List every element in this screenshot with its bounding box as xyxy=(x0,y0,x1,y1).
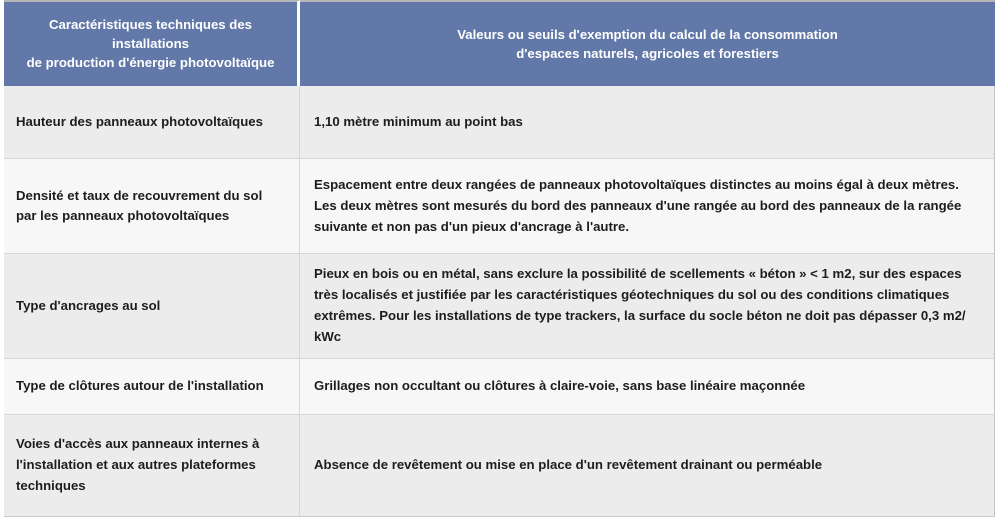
table-row xyxy=(4,254,995,358)
column-header-characteristics-line2: de production d'énergie photovoltaïque xyxy=(26,55,275,71)
cell-value: Pieux en bois ou en métal, sans exclure la possibilité de scellements « béton » < 1 m2, sur des espaces très localisés et justifiée par les caractéristiques géotechniques du sol ou des conditions climatiques extrêmes. Pour les installations de type trackers, la surface du socle béton ne doit pas dépasser 0,3 m2/ kWc xyxy=(300,254,995,358)
cell-value: 1,10 mètre minimum au point bas xyxy=(300,86,995,159)
cell-value: Absence de revêtement ou mise en place d'un revêtement drainant ou perméable xyxy=(300,415,995,517)
cell-characteristic: Type d'ancrages au sol xyxy=(4,254,300,358)
table-row xyxy=(4,159,995,254)
column-header-values-line2: d'espaces naturels, agricoles et forestiers xyxy=(516,45,779,61)
header-row xyxy=(4,0,995,86)
cell-characteristic: Voies d'accès aux panneaux internes à l'installation et aux autres plateformes techniques xyxy=(4,415,300,517)
table-header xyxy=(4,0,995,86)
column-header-characteristics xyxy=(4,0,300,86)
specifications-table xyxy=(4,0,995,517)
table-row xyxy=(4,415,995,517)
table-row xyxy=(4,359,995,415)
cell-characteristic: Densité et taux de recouvrement du sol par les panneaux photovoltaïques xyxy=(4,159,300,254)
cell-characteristic: Type de clôtures autour de l'installation xyxy=(4,359,300,415)
column-header-values xyxy=(300,0,995,86)
cell-value: Grillages non occultant ou clôtures à claire-voie, sans base linéaire maçonnée xyxy=(300,359,995,415)
column-header-values-line1: Valeurs ou seuils d'exemption du calcul de la consommation xyxy=(457,26,838,42)
column-header-characteristics-line1: Caractéristiques techniques des installations xyxy=(48,17,252,52)
cell-value: Espacement entre deux rangées de panneaux photovoltaïques distinctes au moins égal à deux mètres. Les deux mètres sont mesurés du bord des panneaux d'une rangée au bord des panneaux de la rangée suivante et non pas d'un pieux d'ancrage à l'autre. xyxy=(300,159,995,254)
table-body xyxy=(4,86,995,516)
table-row xyxy=(4,86,995,159)
cell-characteristic: Hauteur des panneaux photovoltaïques xyxy=(4,86,300,159)
